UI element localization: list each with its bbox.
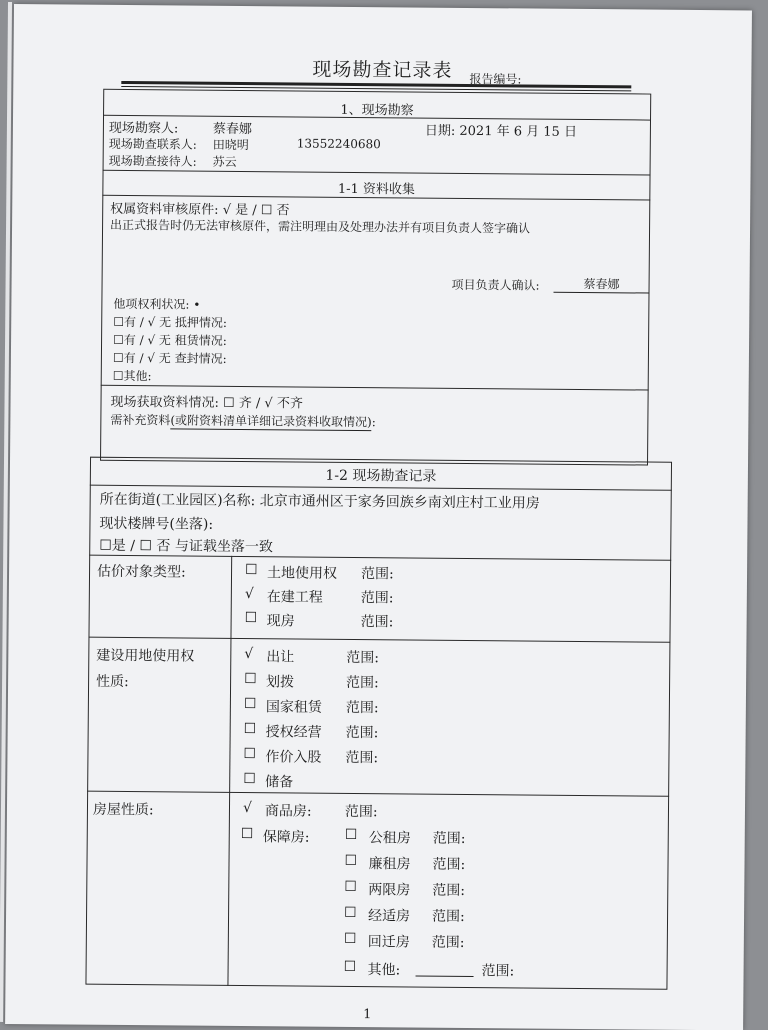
land-use-range: 范围:: [345, 724, 379, 742]
valuation-range: 范围:: [360, 614, 394, 631]
valuation-name: 土地使用权: [266, 565, 338, 582]
valuation-name: 在建工程: [266, 589, 323, 606]
page-number: 1: [363, 1007, 372, 1023]
receiver-label: 现场勘查接待人:: [108, 153, 197, 169]
security-other-mark: ☐: [343, 958, 357, 976]
security-other-range: 范围:: [481, 963, 515, 980]
security-other-label: 其他:: [367, 962, 401, 979]
security-sub-name: 回迁房: [367, 934, 410, 951]
commercial-mark: √: [242, 800, 252, 817]
land-use-name: 作价入股: [265, 749, 322, 766]
building-plate: 现状楼牌号(坐落):: [99, 515, 214, 533]
ownership-note: 出正式报告时仍无法审核原件，需注明理由及处理办法并有项目负责人签字确认: [110, 217, 531, 236]
security-sub-range: 范围:: [432, 882, 466, 899]
valuation-mark: √: [244, 586, 254, 603]
receiver-name: 苏云: [212, 154, 237, 169]
security-sub-mark: ☐: [344, 826, 358, 844]
survey-date: 日期: 2021 年 6 月 15 日: [424, 123, 578, 140]
security-sub-mark: ☐: [344, 878, 357, 896]
land-use-mark: ☐: [243, 771, 256, 788]
house-nature-label: 房屋性质:: [92, 801, 154, 819]
land-use-label-line2: 性质:: [96, 673, 129, 691]
security-sub-range: 范围:: [432, 856, 466, 873]
land-use-mark: ☐: [243, 746, 257, 763]
valuation-range: 范围:: [360, 566, 394, 583]
document-page: [5, 4, 752, 1030]
security-sub-name: 经适房: [367, 908, 411, 925]
contact-phone: 13552240680: [296, 136, 381, 152]
land-use-label-line1: 建设用地使用权: [96, 647, 195, 665]
land-use-mark: ☐: [243, 696, 257, 713]
report-number-label: 报告编号:: [469, 71, 522, 87]
valuation-name: 现房: [266, 613, 295, 630]
land-use-name: 国家租赁: [265, 699, 322, 716]
lease-status: ☐有 / √ 无 租赁情况:: [113, 332, 227, 348]
commercial-label: 商品房:: [264, 803, 312, 820]
valuation-mark: ☐: [244, 610, 258, 627]
security-sub-range: 范围:: [431, 908, 465, 925]
commercial-range: 范围:: [344, 803, 378, 821]
confirm-name: 蔡春娜: [583, 276, 620, 292]
land-use-range: 范围:: [345, 749, 379, 767]
security-sub-range: 范围:: [431, 934, 465, 951]
security-label: 保障房:: [262, 829, 310, 846]
seizure-status: ☐有 / √ 无 查封情况:: [112, 350, 227, 366]
security-sub-name: 两限房: [368, 882, 411, 899]
security-sub-mark: ☐: [344, 904, 357, 922]
security-sub-mark: ☐: [344, 852, 358, 870]
section-1-1-header: 1-1 资料收集: [337, 181, 415, 198]
land-use-mark: ☐: [243, 721, 257, 738]
supplement-line: [110, 411, 376, 431]
location-match: ☐是 / ☐ 否 与证载坐落一致: [99, 537, 273, 556]
contact-label: 现场勘查联系人:: [108, 136, 197, 152]
security-sub-mark: ☐: [343, 930, 357, 948]
supplement-note: (或附资料清单详细记录资料收取情况): [170, 413, 372, 430]
land-use-mark: √: [244, 646, 254, 663]
section-1-header: 1、现场勘察: [340, 102, 414, 119]
land-use-name: 储备: [265, 774, 294, 791]
materials-status: 现场获取资料情况: ☐ 齐 / √ 不齐: [110, 394, 303, 412]
valuation-type-label: 估价对象类型:: [96, 563, 186, 581]
surveyor-name: 蔡春娜: [212, 121, 252, 138]
other-status: ☐其他:: [112, 368, 152, 384]
land-use-name: 出让: [266, 649, 295, 666]
ownership-review: 权属资料审核原件: √ 是 / ☐ 否: [110, 201, 290, 219]
valuation-mark: ☐: [244, 562, 258, 579]
land-use-range: 范围:: [345, 699, 379, 717]
land-use-range: 范围:: [346, 649, 380, 667]
land-use-name: 授权经营: [265, 724, 322, 741]
security-sub-name: 公租房: [368, 830, 411, 847]
contact-name: 田晓明: [212, 137, 249, 153]
confirm-label: 项目负责人确认:: [451, 277, 540, 293]
other-rights-label: 他项权利状况: •: [113, 296, 201, 312]
mortgage-status: ☐有 / √ 无 抵押情况:: [113, 314, 228, 330]
security-sub-range: 范围:: [432, 830, 466, 847]
security-sub-name: 廉租房: [368, 856, 411, 873]
valuation-range: 范围:: [360, 590, 394, 607]
supplement-suffix: :: [371, 415, 376, 430]
section-1-2-header: 1-2 现场勘查记录: [325, 467, 437, 485]
street-name: 所在街道(工业园区)名称: 北京市通州区于家务回族乡南刘庄村工业用房: [99, 491, 540, 512]
security-mark: ☐: [240, 826, 254, 843]
confirm-signature: [554, 275, 650, 294]
supplement-prefix: 需补充资料: [110, 412, 171, 428]
document-title: 现场勘查记录表: [312, 58, 453, 82]
land-use-name: 划拨: [266, 674, 295, 691]
land-use-range: 范围:: [346, 674, 379, 692]
land-use-mark: ☐: [244, 671, 257, 688]
surveyor-label: 现场勘察人:: [108, 120, 179, 137]
